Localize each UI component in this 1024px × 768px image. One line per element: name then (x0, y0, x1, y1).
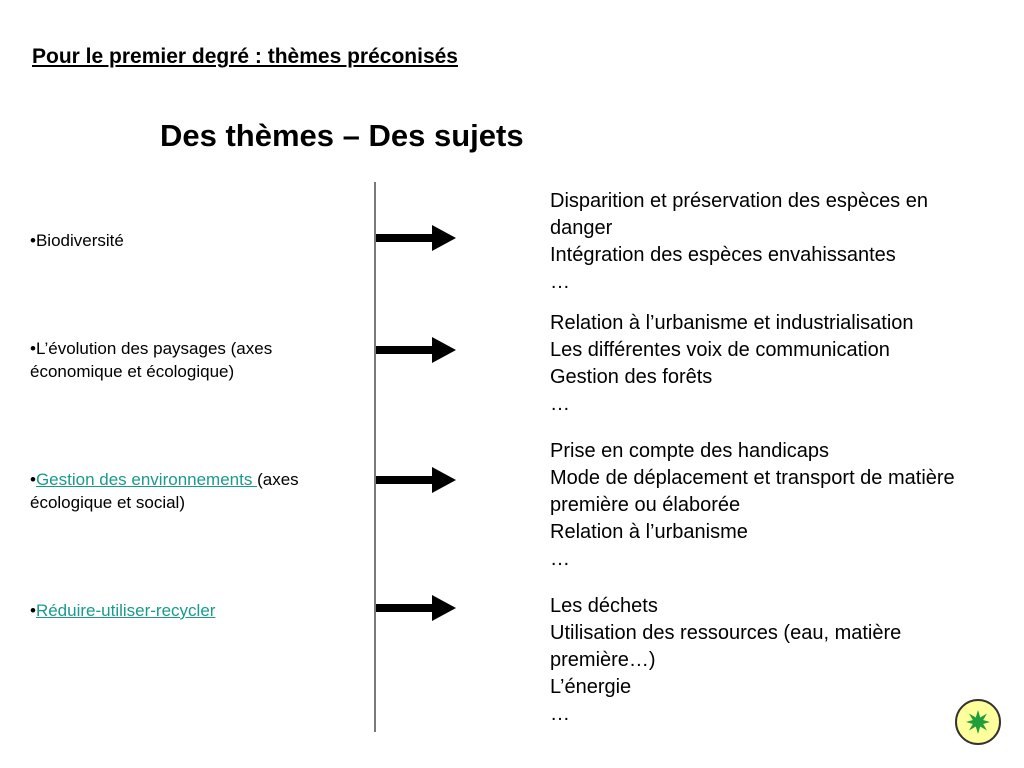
subject-item: Disparition et préservation des espèces en danger (550, 190, 928, 239)
subjects-list-4 (550, 593, 995, 728)
subject-item: … (550, 548, 570, 570)
subjects-list-1 (550, 188, 995, 296)
slide-heading: Pour le premier degré : thèmes préconisés (32, 45, 458, 68)
subject-item: Les différentes voix de communication (550, 339, 890, 361)
subject-item: Relation à l’urbanisme (550, 521, 748, 543)
bullet: • (30, 470, 36, 489)
subjects-list-3 (550, 438, 995, 573)
nav-action-button[interactable] (955, 699, 1001, 745)
subject-item: Gestion des forêts (550, 366, 713, 388)
subject-item: Relation à l’urbanisme et industrialisation (550, 312, 914, 334)
vertical-divider (374, 182, 376, 732)
slide-title: Des thèmes – Des sujets (160, 118, 524, 153)
theme-gestion-environnements (30, 468, 360, 514)
subject-item: Les déchets (550, 595, 658, 617)
theme-label: Biodiversité (35, 231, 124, 250)
theme-evolution-paysages (30, 337, 360, 383)
subject-item: … (550, 271, 570, 293)
arrow-right-icon (376, 467, 458, 493)
subject-item: Intégration des espèces envahissantes (550, 244, 896, 266)
starburst-icon (966, 710, 990, 734)
theme-biodiversite (30, 229, 360, 252)
arrow-right-icon (376, 595, 458, 621)
theme-link-gestion-environnements[interactable]: Gestion des environnements (35, 470, 258, 489)
subjects-list-2 (550, 310, 995, 418)
arrow-right-icon (376, 337, 458, 363)
subject-item: … (550, 393, 570, 415)
theme-link-reduire-utiliser-recycler[interactable]: Réduire-utiliser-recycler (35, 601, 216, 620)
theme-label-suffix: (axes écologique et social) (30, 470, 299, 512)
subject-item: Prise en compte des handicaps (550, 440, 830, 462)
bullet: • (30, 231, 36, 250)
bullet: • (30, 339, 36, 358)
arrow-right-icon (376, 225, 458, 251)
bullet: • (30, 601, 36, 620)
theme-label: L’évolution des paysages (axes économique et écologique) (30, 339, 273, 381)
subject-item: … (550, 703, 570, 725)
subject-item: Utilisation des ressources (eau, matière première…) (550, 622, 902, 671)
subject-item: L’énergie (550, 676, 632, 698)
theme-reduire-utiliser-recycler (30, 599, 360, 622)
subject-item: Mode de déplacement et transport de matière première ou élaborée (550, 467, 955, 516)
